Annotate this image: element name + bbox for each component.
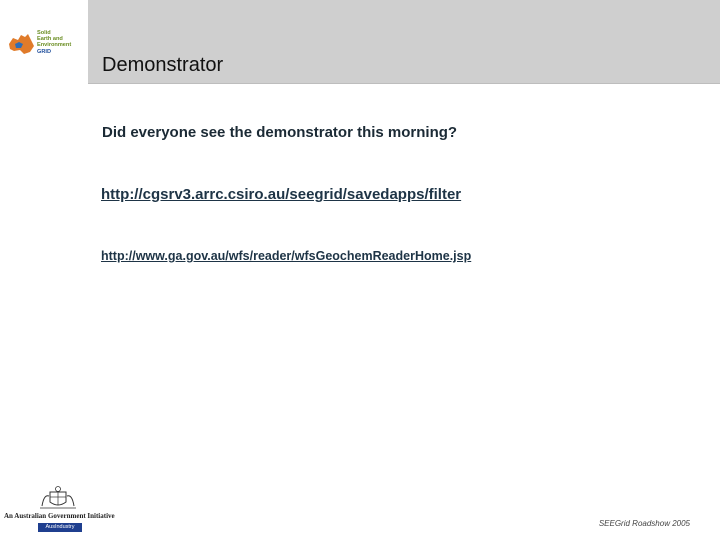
- header-divider: [88, 83, 720, 84]
- logo-line-3: Environment: [37, 42, 72, 49]
- footer-note: SEEGrid Roadshow 2005: [598, 519, 690, 528]
- ausindustry-badge: AusIndustry: [38, 523, 82, 532]
- logo-line-1: Solid: [37, 30, 51, 36]
- coat-of-arms-icon: [38, 486, 78, 510]
- logo-text: [37, 30, 71, 55]
- seegrid-logo: [6, 30, 86, 60]
- csiro-filter-link[interactable]: http://cgsrv3.arrc.csiro.au/seegrid/savedapps/filter: [101, 186, 462, 203]
- government-initiative-text: An Australian Government Initiative: [4, 512, 115, 520]
- question-text: Did everyone see the demonstrator this morning?: [102, 124, 458, 141]
- ga-wfs-reader-link[interactable]: http://www.ga.gov.au/wfs/reader/wfsGeochemReaderHome.jsp: [101, 249, 472, 263]
- australia-map-icon: [6, 32, 36, 56]
- slide-title: Demonstrator: [102, 54, 224, 76]
- logo-line-4: GRID: [37, 48, 51, 55]
- logo-line-2: Earth and: [37, 36, 63, 43]
- government-logo: [4, 486, 114, 536]
